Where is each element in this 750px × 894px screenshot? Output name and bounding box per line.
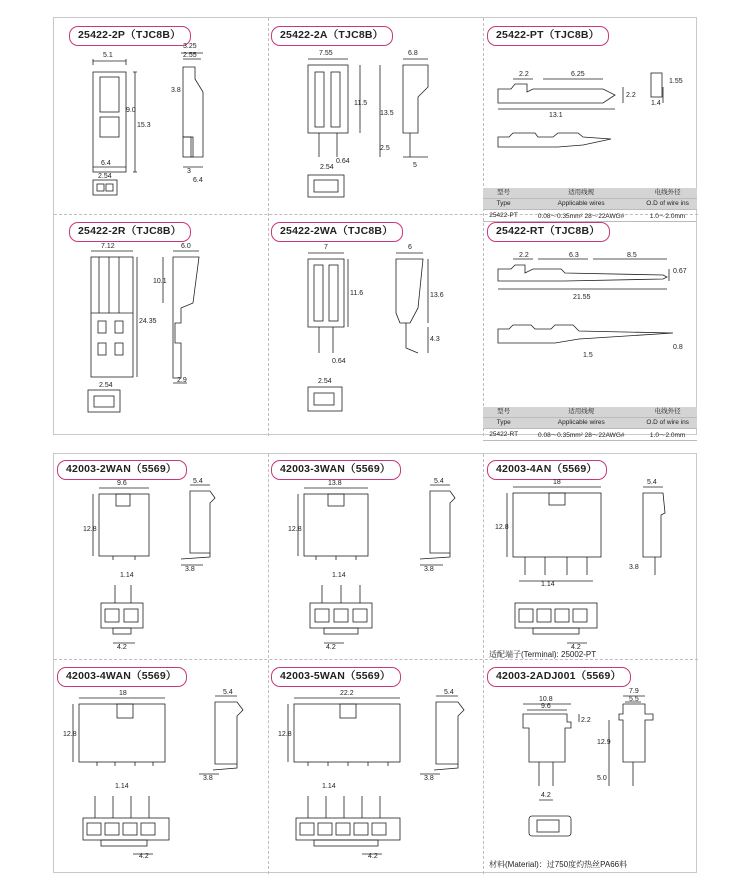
th-type-cn: 型号 <box>483 407 524 418</box>
drawing-25422-rt <box>483 213 697 435</box>
dim-4-2: 4.2 <box>368 853 378 860</box>
dim-11-6: 11.6 <box>350 290 364 297</box>
dim-0-64: 0.64 <box>336 158 350 165</box>
part-title: 42003-3WAN（5569） <box>271 460 401 480</box>
dim-2-2-side: 2.2 <box>626 92 636 99</box>
part-title: 42003-2ADJ001（5569） <box>487 667 631 687</box>
cell-od: 1.0～2.0mm <box>638 429 697 441</box>
dim-18: 18 <box>553 479 561 486</box>
dim-4-2: 4.2 <box>541 792 551 799</box>
material-note: 材料(Material)：过750度灼热丝PA66料 <box>489 860 628 869</box>
spec-table <box>483 407 697 441</box>
dim-2-2: 2.2 <box>581 717 591 724</box>
drawing-25422-2p <box>53 17 268 213</box>
th-type: Type <box>483 418 524 429</box>
dim-5-0: 5.0 <box>597 775 607 782</box>
cell-25422-2r <box>53 213 268 435</box>
dim-1-5: 1.5 <box>583 352 593 359</box>
dim-10-1: 10.1 <box>153 278 167 285</box>
th-wires-cn: 适用线规 <box>524 188 638 199</box>
dim-12-9: 12.9 <box>597 739 611 746</box>
part-title: 42003-4AN（5569） <box>487 460 607 480</box>
th-type-cn: 型号 <box>483 188 524 199</box>
dim-3-8: 3.8 <box>424 566 434 573</box>
dim-21-55: 21.55 <box>573 294 591 301</box>
part-title: 25422-2R（TJC8B） <box>69 222 191 242</box>
cell-42003-2wan <box>53 453 268 658</box>
dim-12-8: 12.8 <box>495 524 509 531</box>
dim-13-5: 13.5 <box>380 110 394 117</box>
dim-6-3: 6.3 <box>569 252 579 259</box>
dim-2-5: 2.5 <box>380 145 390 152</box>
dim-1-14: 1.14 <box>332 572 346 579</box>
part-title: 42003-5WAN（5569） <box>271 667 401 687</box>
dim-5-1: 5.1 <box>103 52 113 59</box>
dim-11-5: 11.5 <box>354 100 368 107</box>
drawing-25422-2r <box>53 213 268 435</box>
cell-od: 1.0～2.0mm <box>638 210 697 222</box>
drawing-42003-3wan <box>268 453 483 658</box>
cell-25422-pt <box>483 17 697 220</box>
dim-1-14: 1.14 <box>120 572 134 579</box>
part-title: 25422-PT（TJC8B） <box>487 26 609 46</box>
dim-0-67: 0.67 <box>673 268 687 275</box>
dim-4-2: 4.2 <box>139 853 149 860</box>
dim-9-6: 9.6 <box>117 480 127 487</box>
dim-4-3: 4.3 <box>430 336 440 343</box>
dim-6-4-front: 6.4 <box>101 160 111 167</box>
cell-25422-2wa <box>268 213 483 435</box>
dim-13-1: 13.1 <box>549 112 563 119</box>
dim-1-4: 1.4 <box>651 100 661 107</box>
cell-25422-rt <box>483 213 697 439</box>
cell-type: 25422-PT <box>483 210 524 222</box>
dim-9-0: 9.0 <box>126 107 136 114</box>
cell-type: 25422-RT <box>483 429 524 441</box>
dim-12-8: 12.8 <box>83 526 97 533</box>
dim-7: 7 <box>324 244 328 251</box>
part-title: 42003-4WAN（5569） <box>57 667 187 687</box>
dim-2-54: 2.54 <box>318 378 332 385</box>
cell-42003-4wan <box>53 658 268 873</box>
drawing-25422-pt <box>483 17 697 213</box>
drawing-25422-2wa <box>268 213 483 435</box>
dim-12-8: 12.8 <box>278 731 292 738</box>
dim-5: 5 <box>413 162 417 169</box>
dim-2-54: 2.54 <box>99 382 113 389</box>
dim-5-4: 5.4 <box>444 689 454 696</box>
dim-9-6: 9.6 <box>541 703 551 710</box>
dim-5-4: 5.4 <box>223 689 233 696</box>
part-title: 25422-2P（TJC8B） <box>69 26 191 46</box>
dim-6-4-side: 6.4 <box>193 177 203 184</box>
dim-15-3: 15.3 <box>137 122 151 129</box>
dim-5-4: 5.4 <box>647 479 657 486</box>
th-od: O.D of wire ins <box>638 199 697 210</box>
cell-42003-3wan <box>268 453 483 658</box>
th-od-cn: 电线外径 <box>638 407 697 418</box>
dim-5-4: 5.4 <box>434 478 444 485</box>
dim-4-2: 4.2 <box>117 644 127 651</box>
dim-22-2: 22.2 <box>340 690 354 697</box>
dim-6-8: 6.8 <box>408 50 418 57</box>
cell-42003-5wan <box>268 658 483 873</box>
cell-42003-4an <box>483 453 697 658</box>
dim-3-8: 3.8 <box>203 775 213 782</box>
dim-0-8: 0.8 <box>673 344 683 351</box>
cell-wires: 0.08～0.35mm² 28～22AWG# <box>524 210 638 222</box>
dim-3-25: 3.25 <box>183 43 197 50</box>
drawing-42003-2adj001 <box>483 658 697 873</box>
dim-7-55: 7.55 <box>319 50 333 57</box>
dim-0-64: 0.64 <box>332 358 346 365</box>
th-od: O.D of wire ins <box>638 418 697 429</box>
dim-6-0: 6.0 <box>181 243 191 250</box>
dim-2-54: 2.54 <box>98 173 112 180</box>
terminal-note: 适配端子(Terminal): 25002-PT <box>489 650 597 659</box>
drawing-25422-2a <box>268 17 483 213</box>
part-title: 25422-RT（TJC8B） <box>487 222 610 242</box>
cell-25422-2a <box>268 17 483 213</box>
part-title: 25422-2A（TJC8B） <box>271 26 393 46</box>
dim-3-8: 3.8 <box>171 87 181 94</box>
dim-18: 18 <box>119 690 127 697</box>
dim-2-2-top: 2.2 <box>519 71 529 78</box>
dim-2-9: 2.9 <box>177 377 187 384</box>
drawing-42003-2wan <box>53 453 268 658</box>
th-od-cn: 电线外径 <box>638 188 697 199</box>
dim-24-35: 24.35 <box>139 318 157 325</box>
dim-6-25: 6.25 <box>571 71 585 78</box>
cell-wires: 0.08～0.35mm² 28～22AWG# <box>524 429 638 441</box>
dim-3: 3 <box>187 168 191 175</box>
dim-12-8: 12.8 <box>63 731 77 738</box>
dim-13-8: 13.8 <box>328 480 342 487</box>
th-wires: Applicable wires <box>524 199 638 210</box>
drawing-42003-5wan <box>268 658 483 873</box>
dim-1-55: 1.55 <box>669 78 683 85</box>
drawing-42003-4wan <box>53 658 268 873</box>
th-wires-cn: 适用线规 <box>524 407 638 418</box>
dim-2-55: 2.55 <box>183 52 197 59</box>
cell-25422-2p <box>53 17 268 213</box>
dim-1-14: 1.14 <box>115 783 129 790</box>
dim-1-14: 1.14 <box>541 581 555 588</box>
dim-12-8: 12.8 <box>288 526 302 533</box>
dim-5-5: 5.5 <box>629 696 639 703</box>
dim-6: 6 <box>408 244 412 251</box>
dim-8-5: 8.5 <box>627 252 637 259</box>
dim-7-9: 7.9 <box>629 688 639 695</box>
dim-2-54: 2.54 <box>320 164 334 171</box>
part-title: 25422-2WA（TJC8B） <box>271 222 403 242</box>
dim-2-2: 2.2 <box>519 252 529 259</box>
dim-4-2: 4.2 <box>326 644 336 651</box>
dim-3-8: 3.8 <box>629 564 639 571</box>
dim-13-6: 13.6 <box>430 292 444 299</box>
th-wires: Applicable wires <box>524 418 638 429</box>
dim-7-12: 7.12 <box>101 243 115 250</box>
dim-3-8: 3.8 <box>185 566 195 573</box>
dim-5-4: 5.4 <box>193 478 203 485</box>
drawing-42003-4an <box>483 453 697 658</box>
dim-3-8: 3.8 <box>424 775 434 782</box>
cell-42003-2adj001 <box>483 658 697 873</box>
part-title: 42003-2WAN（5569） <box>57 460 187 480</box>
dim-10-8: 10.8 <box>539 696 553 703</box>
th-type: Type <box>483 199 524 210</box>
dim-4-2: 4.2 <box>571 644 581 651</box>
dim-1-14: 1.14 <box>322 783 336 790</box>
